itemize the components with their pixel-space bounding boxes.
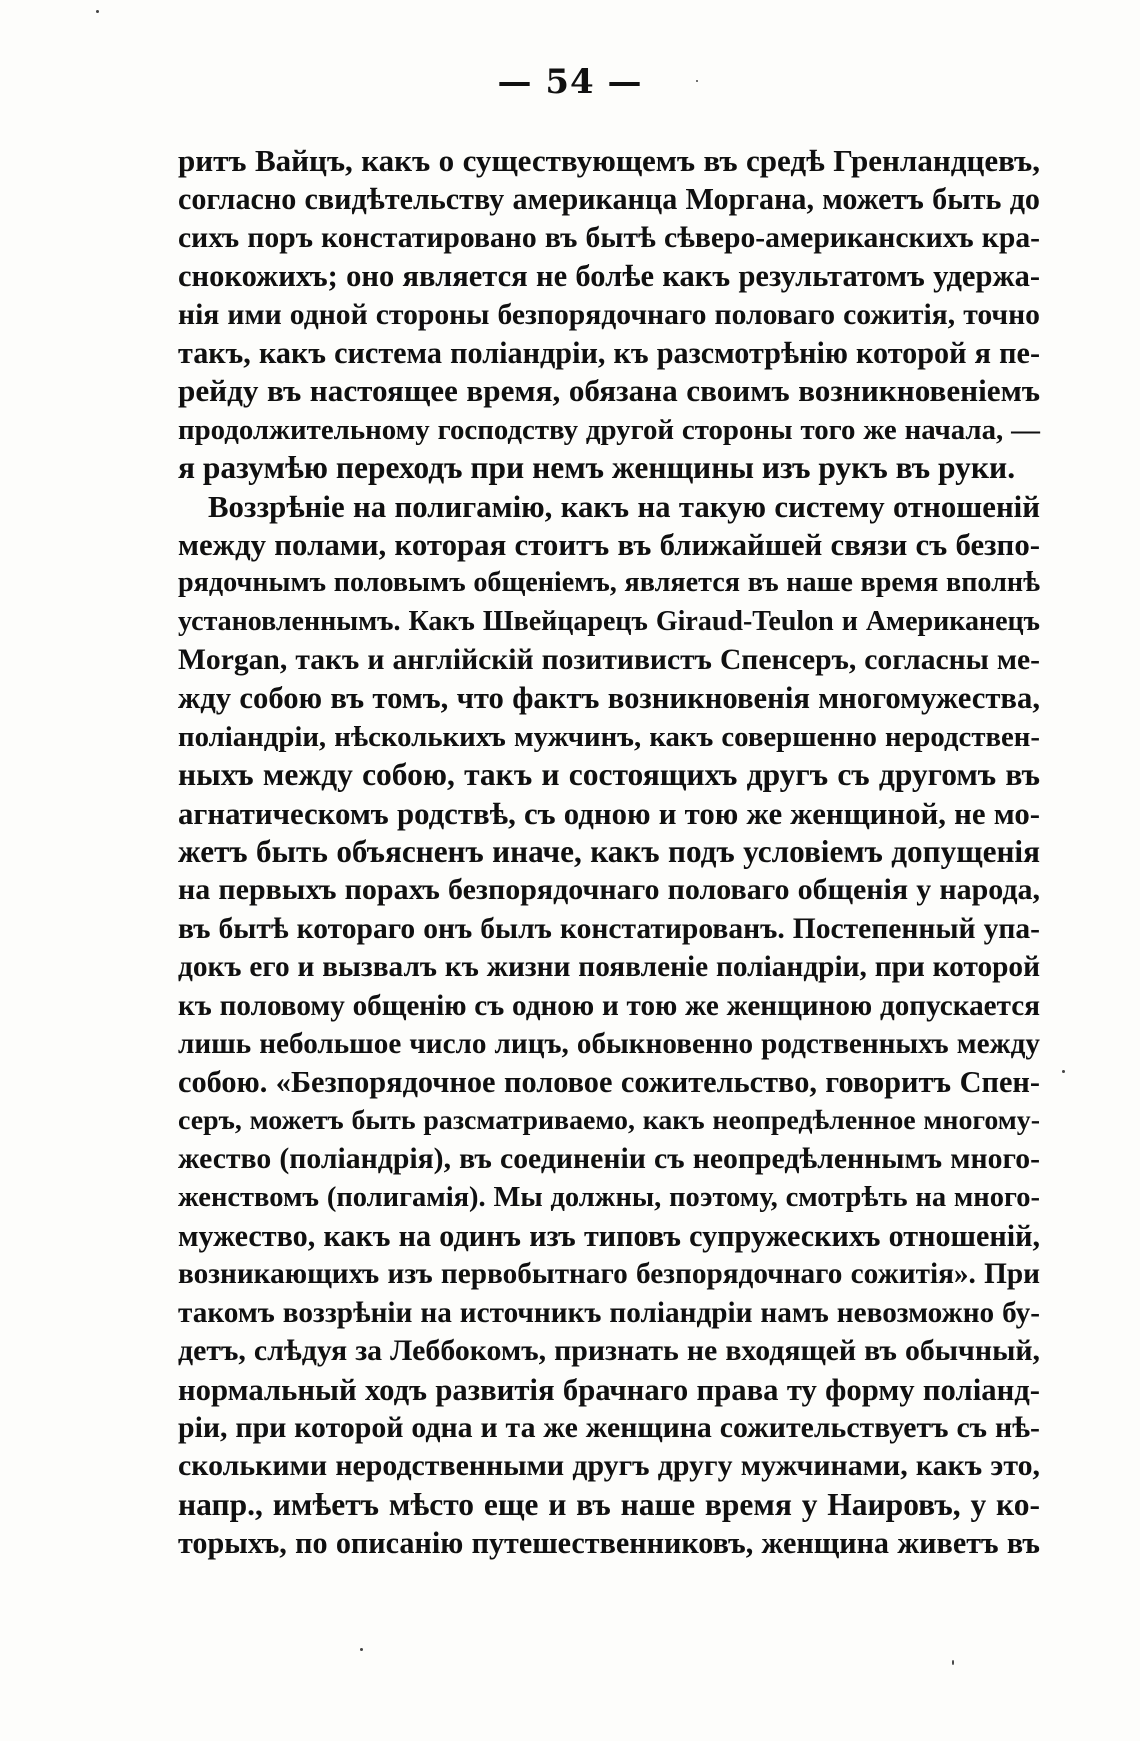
text-line: мужество, какъ на одинъ изъ типовъ супружескихъ отношеній, [178, 1218, 1040, 1253]
text-line: такъ, какъ система поліандріи, къ разсмотрѣнію которой я пе- [178, 335, 1040, 370]
text-line: нія ими одной стороны безпорядочнаго половаго сожитія, точно [178, 298, 1040, 331]
text-line: рейду въ настоящее время, обязана своимъ возникновеніемъ [178, 373, 1040, 409]
text-line: жество (поліандрія), въ соединеніи съ неопредѣленнымъ много- [178, 1143, 1040, 1176]
text-line: установленнымъ. Какъ Швейцарецъ Giraud-Teulon и Американецъ [178, 605, 1040, 637]
text-line: сколькими неродственными другъ другу мужчинами, какъ это, [178, 1449, 1040, 1483]
text-line: торыхъ, по описанію путешественниковъ, женщина живетъ въ [178, 1526, 1040, 1561]
text-line: въ бытѣ котораго онъ былъ констатированъ. Постепенный упа- [178, 912, 1040, 945]
text-line: агнатическомъ родствѣ, съ одною и тою же женщиной, не мо- [178, 796, 1040, 831]
text-line: снокожихъ; оно является не болѣе какъ результатомъ удержа- [178, 259, 1040, 294]
text-line: детъ, слѣдуя за Леббокомъ, признать не входящей въ обычный, [178, 1334, 1040, 1368]
text-line: собою. «Безпорядочное половое сожительство, говоритъ Спен- [178, 1065, 1040, 1100]
text-line: возникающихъ изъ первобытнаго безпорядочнаго сожитія». При [178, 1258, 1040, 1291]
text-line: жетъ быть объясненъ иначе, какъ подъ условіемъ допущенія [178, 834, 1040, 870]
text-line: Воззрѣніе на полигамію, какъ на такую систему отношеній [208, 489, 1040, 524]
text-line: ритъ Вайцъ, какъ о существующемъ въ средѣ Гренландцевъ, [178, 143, 1040, 178]
text-line: продолжительному господству другой стороны того же начала, — [178, 413, 1040, 446]
text-line: лишь небольшое число лицъ, обыкновенно родственныхъ между [178, 1027, 1040, 1060]
text-line: на первыхъ порахъ безпорядочнаго половаго общенія у народа, [178, 873, 1040, 907]
text-line: между полами, которая стоитъ въ ближайшей связи съ безпо- [178, 527, 1040, 562]
text-line: къ половому общенію съ одною и тою же женщиною допускается [178, 989, 1040, 1022]
scan-speck [96, 10, 99, 13]
text-line: серъ, можетъ быть разсматриваемо, какъ неопредѣленное многому- [178, 1104, 1040, 1136]
text-line: такомъ воззрѣніи на источникъ поліандріи намъ невозможно бу- [178, 1296, 1040, 1329]
scan-speck [696, 80, 698, 82]
page-number: — 54 — [497, 62, 643, 102]
text-line: ныхъ между собою, такъ и состоящихъ другъ съ другомъ въ [178, 757, 1040, 793]
text-line: Morgan, такъ и англійскій позитивистъ Спенсеръ, согласны ме- [178, 644, 1040, 677]
text-line: я разумѣю переходъ при немъ женщины изъ рукъ въ руки. [178, 450, 1016, 486]
text-line: поліандріи, нѣсколькихъ мужчинъ, какъ совершенно неродствен- [178, 720, 1040, 753]
text-line: напр., имѣетъ мѣсто еще и въ наше время у Наировъ, у ко- [178, 1486, 1040, 1522]
scan-speck [952, 1660, 954, 1665]
text-line: докъ его и вызвалъ къ жизни появленіе поліандріи, при которой [178, 951, 1040, 984]
body-text [178, 142, 1040, 1562]
text-line: женствомъ (полигамія). Мы должны, поэтому, смотрѣть на много- [178, 1181, 1040, 1213]
text-line: нормальный ходъ развитія брачнаго права ту форму поліанд- [178, 1372, 1040, 1407]
text-line: ріи, при которой одна и та же женщина сожительствуетъ съ нѣ- [178, 1410, 1040, 1444]
text-line: согласно свидѣтельству американца Моргана, можетъ быть до [178, 182, 1040, 217]
scan-speck [360, 1648, 363, 1651]
text-line: рядочнымъ половымъ общеніемъ, является въ наше время вполнѣ [178, 567, 1040, 599]
scan-speck [1062, 1070, 1065, 1073]
text-line: сихъ поръ констатировано въ бытѣ сѣверо-американскихъ кра- [178, 221, 1040, 254]
text-line: жду собою въ томъ, что фактъ возникновенія многомужества, [178, 681, 1040, 716]
